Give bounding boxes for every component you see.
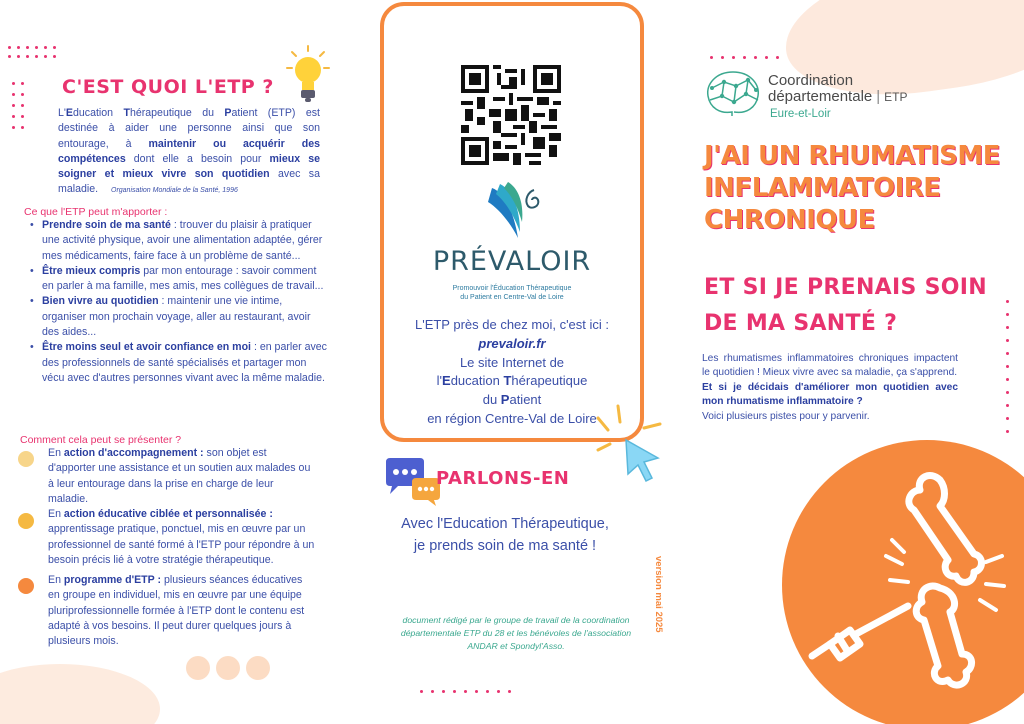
avec-etp-text: Avec l'Education Thérapeutique, je prends soin de ma santé ! <box>401 516 609 554</box>
dot-grid-top-left <box>8 46 56 58</box>
credits-text: document rédigé par le groupe de travail de la coordination départementale ETP du 28 et les bénévoles de l'association ANDAR et Spondyl'Asso. <box>400 615 632 651</box>
dot-grid-right-edge <box>1006 300 1009 433</box>
prevaloir-link[interactable]: prevaloir.fr <box>478 335 546 351</box>
main-title: J'AI UN RHUMATISME INFLAMMATOIRE CHRONIQUE <box>704 141 1001 235</box>
intro-paragraph: Les rhumatismes inflammatoires chroniques impactent le quotidien ! Mieux vivre avec sa maladie, ça s'apprend. Et si je décidais d'améliorer mon quotidien avec mon rhumatisme inflammatoire ? Voici plusieurs pistes pour y parvenir. <box>702 353 958 422</box>
decor-circle <box>186 656 210 680</box>
bullet-circle-medium <box>18 513 34 529</box>
lightbulb-icon <box>286 44 330 104</box>
presenter-heading: Comment cela peut se présenter ? <box>20 434 182 446</box>
bone-syringe-icon <box>790 460 1020 690</box>
definition-source: Organisation Mondiale de la Santé, 1996 <box>111 187 238 195</box>
version-label: version mai 2025 <box>653 556 664 633</box>
coordination-logo-icon <box>702 68 764 120</box>
dot-grid-left-vertical <box>12 82 24 129</box>
apports-heading: Ce que l'ETP peut m'apporter : <box>24 206 168 218</box>
coordination-line-2: départementale | ETP <box>768 88 908 105</box>
etp-definition: L'Education Thérapeutique du Patient (ETP) est destinée à aider une personne ainsi que son entourage, à maintenir ou acquérir des compétences dont elle a besoin pour mieux se soigner et mieux vivre son quotidien avec sa maladie. Organisation Mondiale de la Santé, 1996 <box>58 107 321 196</box>
decor-circle <box>216 656 240 680</box>
list-item: • Prendre soin de ma santé : trouver du plaisir à pratiquer une activité physique, avoir une alimentation adaptée, gérer mes médicaments, faire face à un problème de santé... <box>28 218 328 264</box>
prevaloir-description: L'ETP près de chez moi, c'est ici : prevaloir.fr Le site Internet de l'Education Thérapeutique du Patient en région Centre-Val de Loire <box>380 316 644 429</box>
qr-code[interactable] <box>461 65 561 165</box>
forme-programme: En programme d'ETP : plusieurs séances éducatives en groupe en individuel, mis en œuvre par une équipe pluriprofessionnelle formée à l'ETP dont le contenu est adapté à vos besoins. Il peut durer quelques jours à plusieurs mois. <box>48 574 305 648</box>
prevaloir-name: PRÉVALOIR <box>432 246 592 277</box>
decor-circle <box>246 656 270 680</box>
bullet-circle-dark <box>18 578 34 594</box>
list-item: • Être mieux compris par mon entourage : savoir comment en parler à ma famille, mes amis, mes collègues de travail... <box>28 264 328 295</box>
parlons-en-title: PARLONS-EN <box>436 468 570 489</box>
background-blob-bottom-left <box>0 664 160 724</box>
dot-grid-top-right <box>710 56 779 59</box>
etp-question-title: C'EST QUOI L'ETP ? <box>62 76 274 98</box>
dot-grid-bottom-middle <box>420 690 511 693</box>
cursor-icon <box>588 400 668 490</box>
apports-list <box>28 218 328 386</box>
coordination-line-1: Coordination <box>768 72 854 89</box>
main-subtitle: ET SI JE PRENAIS SOIN DE MA SANTÉ ? <box>704 275 987 336</box>
list-item: • Être moins seul et avoir confiance en moi : en parler avec des professionnels de santé spécialisés et partager mon vécu avec d'autres personnes vivant avec la même maladie. <box>28 340 328 386</box>
prevaloir-logo-icon <box>484 182 546 242</box>
forme-accompagnement: En action d'accompagnement : son objet est d'apporter une assistance et un soutien aux malades ou à leur entourage dans la prise en charge de leur maladie. <box>48 447 311 505</box>
bullet-circle-light <box>18 451 34 467</box>
chat-bubbles-icon <box>382 456 444 510</box>
forme-action-educative: En action éducative ciblée et personnalisée : apprentissage pratique, ponctuel, mis en œuvre par un professionnel de santé formé à l'ETP pour répondre à un besoin précis lié à votre stratégie thérapeutique. <box>48 508 315 566</box>
list-item: • Bien vivre au quotidien : maintenir une vie intime, organiser mon prochain voyage, aller au restaurant, avoir des aides... <box>28 294 328 340</box>
coordination-line-3: Eure-et-Loir <box>770 108 831 120</box>
prevaloir-tagline: Promouvoir l'Éducation Thérapeutique du Patient en Centre-Val de Loire <box>452 285 572 301</box>
